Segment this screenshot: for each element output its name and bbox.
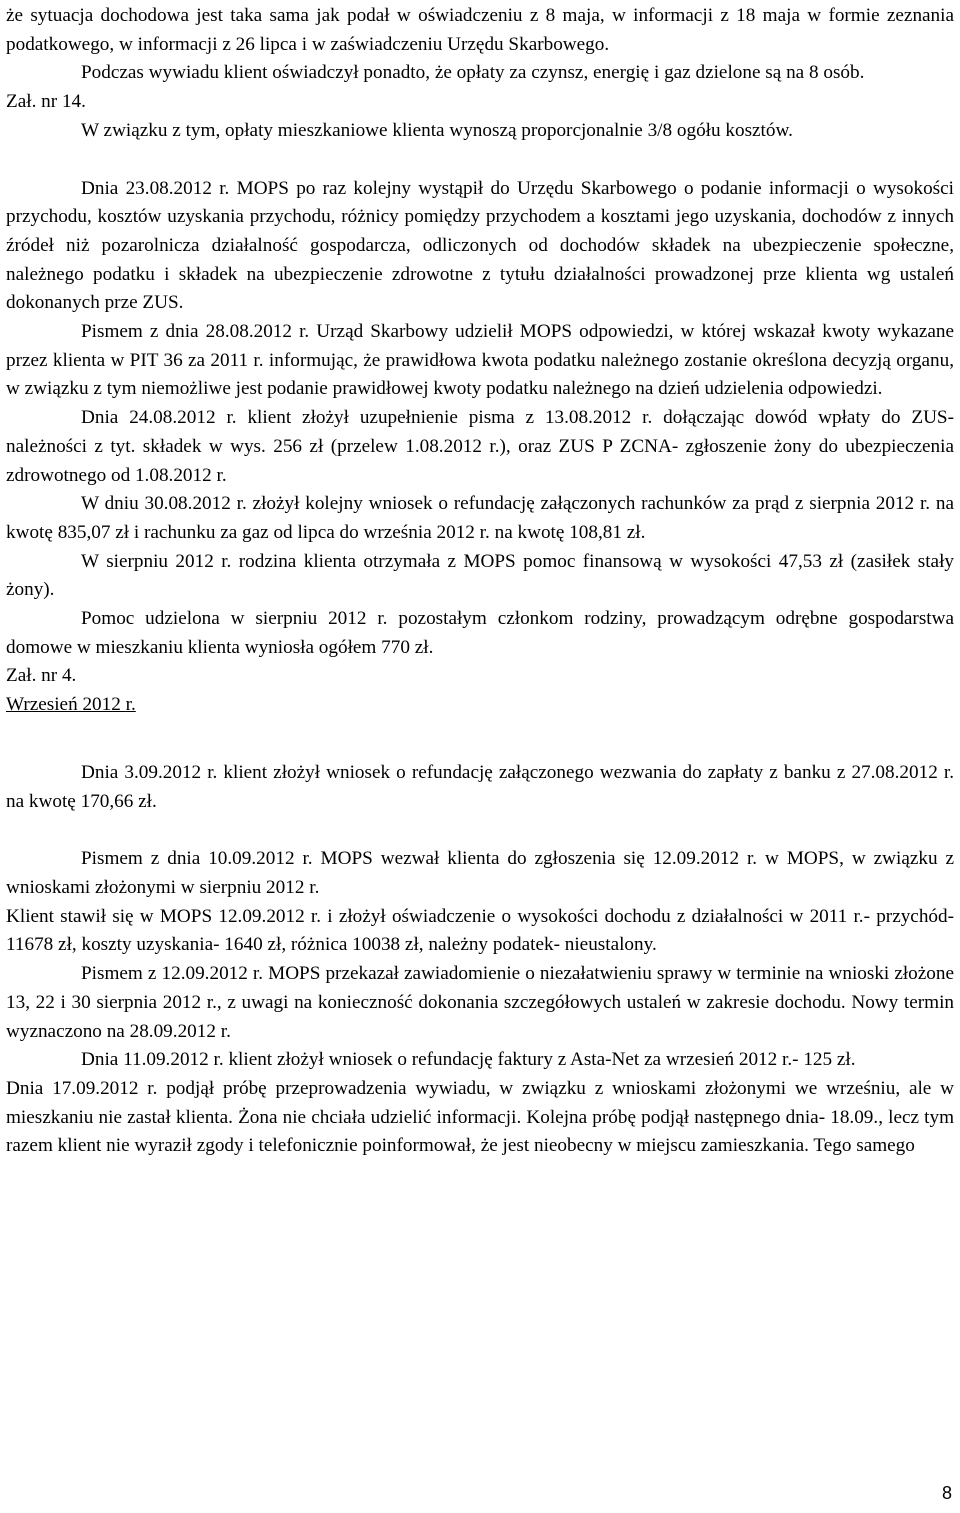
paragraph-invoice-refund: Dnia 11.09.2012 r. klient złożył wniosek o refundację faktury z Asta-Net za wrzesień 2012 r.- 125 zł. [81, 1049, 856, 1071]
attachment-note: Zał. nr 4. [6, 665, 77, 687]
paragraph-bank-refund: Dnia 3.09.2012 r. klient złożył wniosek o refundację załączonego wezwania do zapłaty z banku z 27.08.2012 r. na kwotę 170,66 zł. [6, 761, 954, 812]
paragraph-financial-aid: W sierpniu 2012 r. rodzina klienta otrzymała z MOPS pomoc finansową w wysokości 47,53 zł (zasiłek stały żony). [6, 550, 954, 601]
paragraph-housing-costs: W związku z tym, opłaty mieszkaniowe klienta wynoszą proporcjonalnie 3/8 ogółu kosztów. [81, 119, 793, 141]
paragraph-household-aid: Pomoc udzielona w sierpniu 2012 r. pozostałym członkom rodziny, prowadzącym odrębne gospodarstwa domowe w mieszkaniu klienta wyniosła ogółem 770 zł. [6, 608, 954, 658]
paragraph-income-statement: Klient stawił się w MOPS 12.09.2012 r. i złożył oświadczenie o wysokości dochodu z działalności w 2011 r.- przychód- 11678 zł, koszty uzyskania- 1640 zł, różnica 10038 zł, należny podatek- nieustalony. [6, 905, 954, 956]
paragraph-deadline-notice: Pismem z 12.09.2012 r. MOPS przekazał zawiadomienie o niezałatwieniu sprawy w terminie na wnioski złożone 13, 22 i 30 sierpnia 2012 r., z uwagi na konieczność dokonania szczegółowych ustaleń w zakresie dochodu. Nowy termin wyznaczono na 28.09.2012 r. [6, 963, 954, 1042]
paragraph-zus-supplement: Dnia 24.08.2012 r. klient złożył uzupełnienie pisma z 13.08.2012 r. dołączając dowód wpłaty do ZUS- należności z tyt. składek w wys. 256 zł (przelew 1.08.2012 r.), oraz ZUS P ZCNA- zgłoszenie żony do ubezpieczenia zdrowotnego od 1.08.2012 r. [6, 407, 954, 486]
month-heading: Wrzesień 2012 r. [6, 694, 136, 716]
paragraph-shared-fees: Podczas wywiadu klient oświadczył ponadto, że opłaty za czynsz, energię i gaz dzielone są na 8 osób. [81, 62, 865, 84]
document-body [6, 2, 954, 1161]
attachment-note: Zał. nr 14. [6, 91, 86, 113]
paragraph-tax-office-request: Dnia 23.08.2012 r. MOPS po raz kolejny wystąpił do Urzędu Skarbowego o podanie informacji o wysokości przychodu, kosztów uzyskania przychodu, różnicy pomiędzy przychodem a kosztami jego uzyskania, dochodów z innych źródeł niż pozarolnicza działalność gospodarcza, odliczonych od dochodów składek na ubezpieczenie społeczne, należnego podatku i składek na ubezpieczenie zdrowotne z tytułu działalności prowadzonej prze klienta wg ustaleń dokonanych prze ZUS. [6, 177, 954, 314]
paragraph-income-situation: że sytuacja dochodowa jest taka sama jak podał w oświadczeniu z 8 maja, w informacji z 18 maja w formie zeznania podatkowego, w informacji z 26 lipca i w zaświadczeniu Urzędu Skarbowego. [6, 5, 954, 55]
paragraph-interview-attempt: Dnia 17.09.2012 r. podjął próbę przeprowadzenia wywiadu, w związku z wnioskami złożonymi we wrześniu, ale w mieszkaniu nie zastał klienta. Żona nie chciała udzielić informacji. Kolejna próbę podjął następnego dnia- 18.09., lecz tym razem klient nie wyraził zgody i telefonicznie poinformował, że jest nieobecny w miejscu zamieszkania. Tego samego [6, 1077, 954, 1157]
paragraph-summons: Pismem z dnia 10.09.2012 r. MOPS wezwał klienta do zgłoszenia się 12.09.2012 r. w MOPS, w związku z wnioskami złożonymi w sierpniu 2012 r. [6, 848, 954, 898]
paragraph-tax-office-reply: Pismem z dnia 28.08.2012 r. Urząd Skarbowy udzielił MOPS odpowiedzi, w której wskazał kwoty wykazane przez klienta w PIT 36 za 2011 r. informując, że prawidłowa kwota podatku należnego zostanie określona decyzją organu, w związku z tym niemożliwe jest podanie prawidłowej kwoty podatku należnego na dzień udzielenia odpowiedzi. [6, 321, 954, 400]
page-number: 8 [941, 1483, 952, 1503]
paragraph-refund-request: W dniu 30.08.2012 r. złożył kolejny wniosek o refundację załączonych rachunków za prąd z sierpnia 2012 r. na kwotę 835,07 zł i rachunku za gaz od lipca do września 2012 r. na kwotę 108,81 zł. [6, 493, 954, 543]
